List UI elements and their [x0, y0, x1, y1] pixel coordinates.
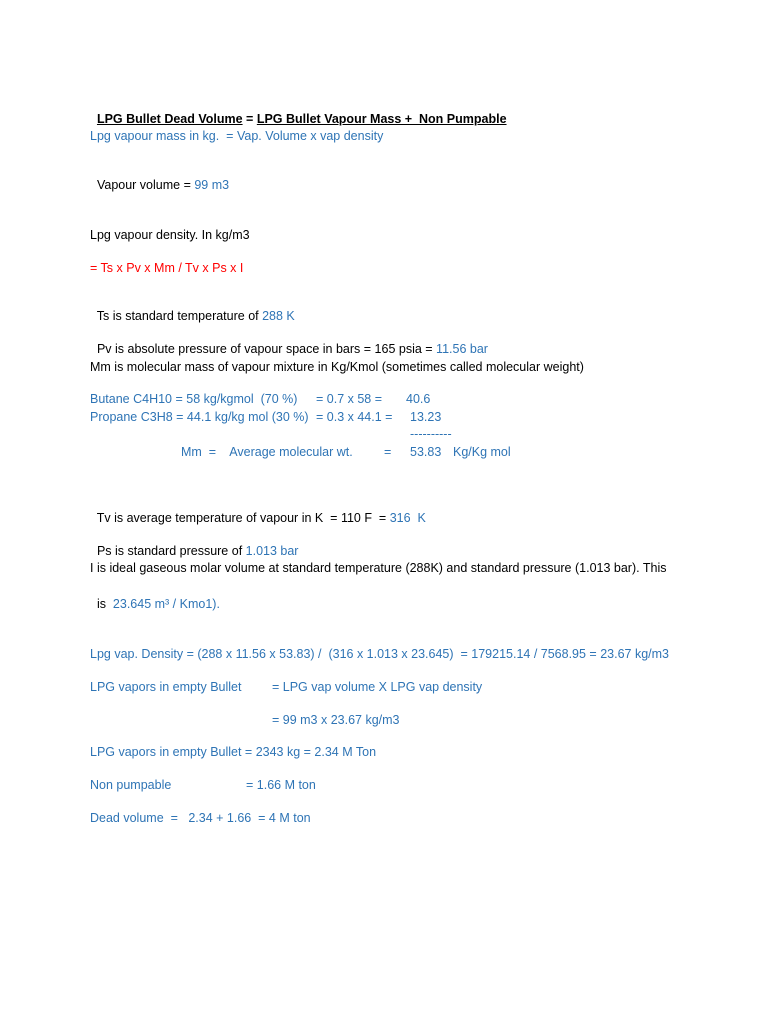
title-equals: = — [242, 112, 257, 126]
butane-calc: = 0.7 x 58 = — [316, 392, 383, 406]
ts-label: Ts is standard temperature of — [96, 309, 263, 323]
title-right: LPG Bullet Vapour Mass + Non Pumpable — [256, 112, 507, 126]
i-line-2 — [90, 580, 220, 612]
butane-name: Butane C4H10 = 58 kg/kgmol (70 %) — [90, 392, 298, 406]
average-label: Mm = Average molecular wt. — [181, 445, 353, 459]
vapour-volume-label: Vapour volume = — [96, 178, 195, 192]
i-line-2-value: 23.645 m³ / Kmo1). — [109, 597, 220, 611]
vapors-calc: = 99 m3 x 23.67 kg/m3 — [272, 713, 400, 727]
vapors-value: = LPG vap volume X LPG vap density — [272, 680, 483, 694]
propane-value: 13.23 — [410, 410, 442, 424]
title-left: LPG Bullet Dead Volume — [96, 112, 243, 126]
i-line-2-label: is — [96, 597, 110, 611]
propane-name: Propane C3H8 = 44.1 kg/kg mol (30 %) — [90, 410, 309, 424]
pv-value: 11.56 bar — [436, 342, 488, 356]
ps-label: Ps is standard pressure of — [96, 544, 246, 558]
ts-value: 288 K — [262, 309, 295, 323]
tv-value: 316 K — [389, 511, 426, 525]
page-title — [90, 95, 507, 127]
propane-calc: = 0.3 x 44.1 = — [316, 410, 393, 424]
ps-line — [90, 527, 298, 559]
density-heading: Lpg vapour density. In kg/m3 — [90, 228, 250, 242]
dead-volume-line: Dead volume = 2.34 + 1.66 = 4 M ton — [90, 811, 311, 825]
pv-label: Pv is absolute pressure of vapour space in bars = 165 psia = — [96, 342, 437, 356]
density-calc: Lpg vap. Density = (288 x 11.56 x 53.83) / (316 x 1.013 x 23.645) = 179215.14 / 7568.95 = 23.67 kg/m3 — [90, 647, 669, 661]
mm-line: Mm is molecular mass of vapour mixture in Kg/Kmol (sometimes called molecular weight) — [90, 360, 584, 374]
ps-value: 1.013 bar — [245, 544, 299, 558]
pv-line — [90, 325, 488, 357]
vapour-volume-value: 99 m3 — [194, 178, 230, 192]
i-line-1: I is ideal gaseous molar volume at standard temperature (288K) and standard pressure (1.013 bar). This — [90, 561, 667, 575]
non-pumpable-label: Non pumpable — [90, 778, 172, 792]
vapors-result: LPG vapors in empty Bullet = 2343 kg = 2.34 M Ton — [90, 745, 377, 759]
average-equals: = — [384, 445, 392, 459]
vapour-mass-line: Lpg vapour mass in kg. = Vap. Volume x vap density — [90, 129, 384, 143]
vapors-label: LPG vapors in empty Bullet — [90, 680, 242, 694]
butane-value: 40.6 — [406, 392, 431, 406]
tv-line — [90, 494, 426, 526]
density-formula: = Ts x Pv x Mm / Tv x Ps x I — [90, 261, 244, 275]
average-value: 53.83 — [410, 445, 442, 459]
vapour-volume-line — [90, 161, 229, 193]
tv-label: Tv is average temperature of vapour in K = 110 F = — [96, 511, 390, 525]
sum-dashes: ---------- — [410, 427, 452, 441]
average-unit: Kg/Kg mol — [453, 445, 511, 459]
ts-line — [90, 292, 295, 324]
non-pumpable-value: = 1.66 M ton — [246, 778, 316, 792]
